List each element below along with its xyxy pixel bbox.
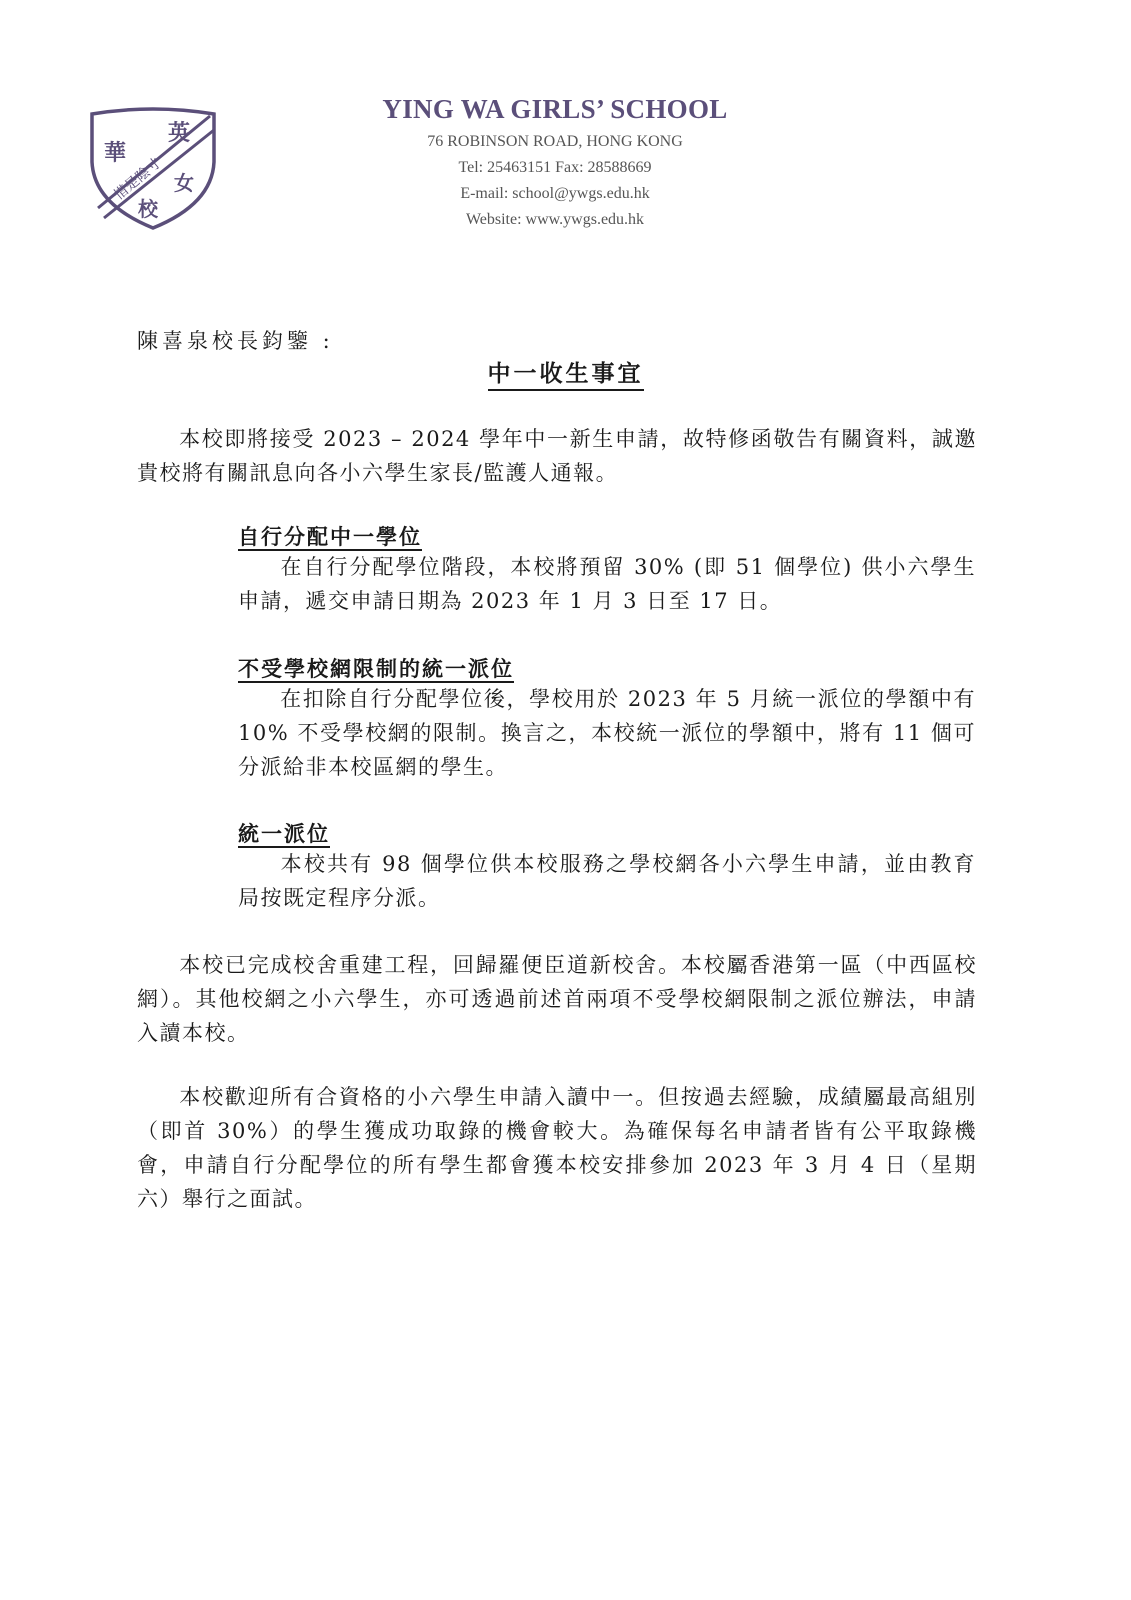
school-address: 76 ROBINSON ROAD, HONG KONG	[427, 133, 683, 150]
svg-text:校: 校	[138, 197, 158, 221]
section-body	[238, 550, 976, 618]
intro-paragraph	[137, 422, 1000, 490]
school-email: E-mail: school@ywgs.edu.hk	[460, 185, 650, 202]
section-body-text: 在自行分配學位階段，本校將預留 30% (即 51 個學位) 供小六學生申請，遞交申請日期為 2023 年 1 月 3 日至 17 日。	[238, 555, 976, 613]
section-heading: 統一派位	[238, 821, 330, 846]
school-website: Website: www.ywgs.edu.hk	[465, 211, 645, 228]
letterhead	[325, 94, 785, 233]
rebuild-paragraph	[137, 948, 977, 1050]
subject-text: 中一收生事宜	[488, 360, 644, 391]
section-body	[238, 682, 976, 784]
section-body-text: 本校共有 98 個學位供本校服務之學校網各小六學生申請，並由教育局按既定程序分派。	[238, 852, 976, 910]
section-heading: 不受學校網限制的統一派位	[238, 656, 514, 681]
salutation: 陳喜泉校長鈞鑒 :	[137, 329, 334, 353]
intro-text: 本校即將接受 2023 – 2024 學年中一新生申請，故特修函敬告有關資料，誠邀 貴校將有關訊息向各小六學生家長/監護人通報。	[137, 427, 1000, 485]
welcome-paragraph	[137, 1080, 977, 1216]
school-phone-fax: Tel: 25463151 Fax: 28588669	[458, 159, 652, 176]
welcome-text: 本校歡迎所有合資格的小六學生申請入讀中一。但按過去經驗，成績屬最高組別（即首 30%）的學生獲成功取錄的機會較大。為確保每名申請者皆有公平取錄機會，申請自行分配學位的所有學生都會獲本校安排參加 2023 年 3 月 4 日（星期六）舉行之面試。	[137, 1085, 977, 1211]
letter-subject	[0, 355, 1131, 388]
svg-text:英: 英	[168, 121, 191, 146]
section-body	[238, 847, 976, 915]
school-name: YING WA GIRLS’ SCHOOL	[382, 94, 728, 124]
section-heading: 自行分配中一學位	[238, 524, 422, 549]
rebuild-text: 本校已完成校舍重建工程，回歸羅便臣道新校舍。本校屬香港第一區（中西區校網）。其他校網之小六學生，亦可透過前述首兩項不受學校網限制之派位辦法，申請入讀本校。	[137, 953, 977, 1045]
svg-text:華: 華	[104, 141, 127, 166]
school-crest-logo	[86, 104, 220, 232]
section-body-text: 在扣除自行分配學位後，學校用於 2023 年 5 月統一派位的學額中有 10% 不受學校網的限制。換言之，本校統一派位的學額中，將有 11 個可分派給非本校區網的學生。	[238, 687, 976, 779]
svg-text:女: 女	[174, 171, 194, 195]
svg-text:惜是陰寸: 惜是陰寸	[111, 155, 165, 204]
